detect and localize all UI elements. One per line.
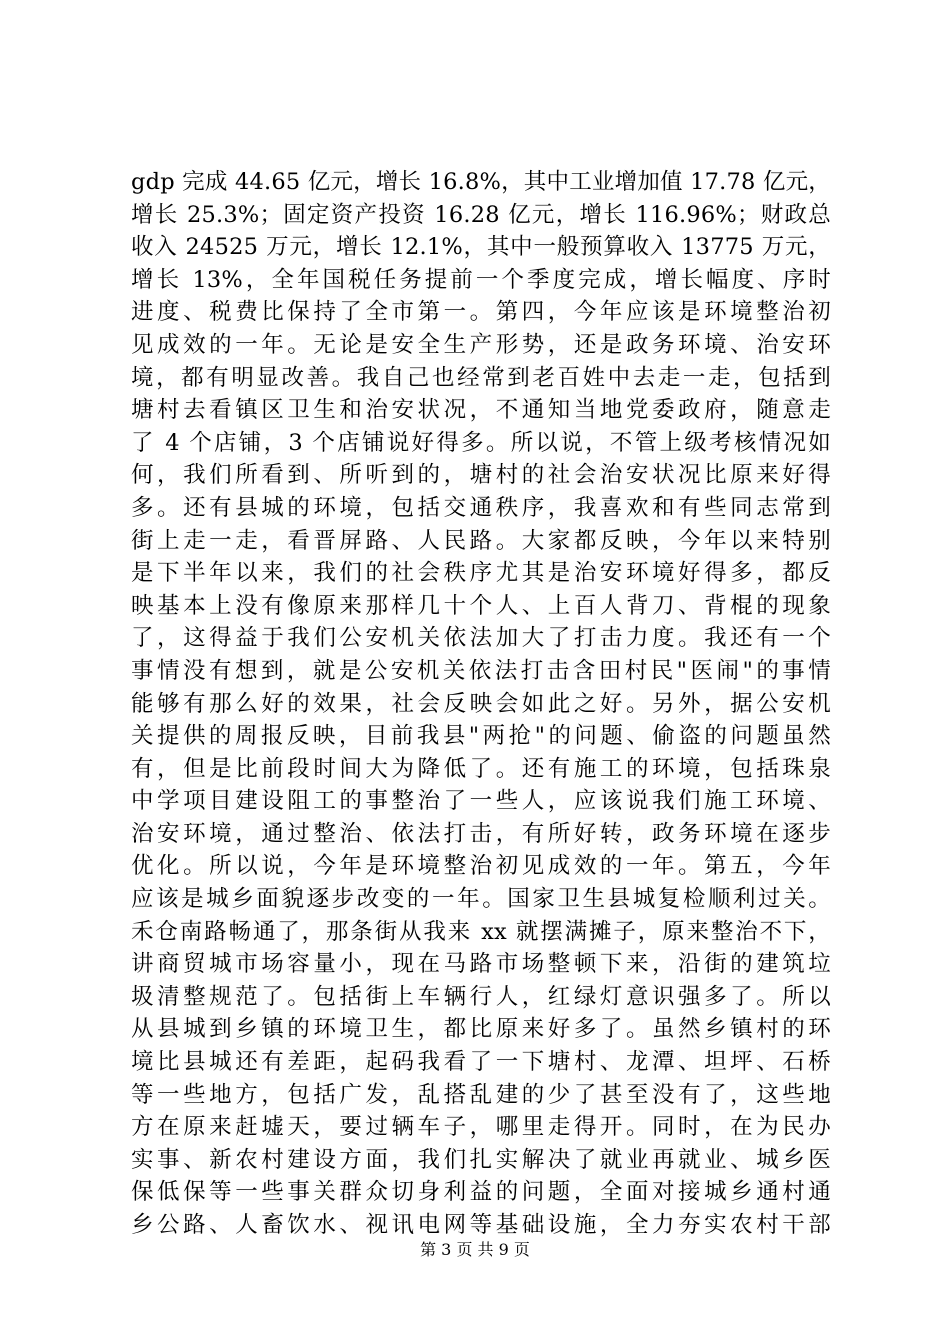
text-line: 收入 24525 万元，增长 12.1%，其中一般预算收入 13775 万元， (131, 234, 831, 261)
text-line: 境，都有明显改善。我自己也经常到老百姓中去走一走，包括到 (131, 364, 831, 391)
text-line: 从县城到乡镇的环境卫生，都比原来好多了。虽然乡镇村的环 (131, 1016, 831, 1043)
text-line: 乡公路、人畜饮水、视讯电网等基础设施，全力夯实农村干部 (131, 1212, 831, 1238)
text-line: 何，我们所看到、所听到的，塘村的社会治安状况比原来好得 (131, 462, 831, 489)
text-line: 治安环境，通过整治、依法打击，有所好转，政务环境在逐步 (131, 820, 831, 847)
text-line: gdp 完成 44.65 亿元，增长 16.8%，其中工业增加值 17.78 亿元， (131, 169, 831, 195)
text-line: 实事、新农村建设方面，我们扎实解决了就业再就业、城乡医 (131, 1146, 831, 1173)
text-line: 境比县城还有差距，起码我看了一下塘村、龙潭、坦坪、石桥 (131, 1049, 831, 1076)
text-line: 方在原来赶墟天，要过辆车子，哪里走得开。同时，在为民办 (131, 1114, 831, 1141)
text-line: 禾仓南路畅通了，那条街从我来 xx 就摆满摊子，原来整治不下， (131, 918, 831, 945)
text-line: 优化。所以说，今年是环境整治初见成效的一年。第五，今年 (131, 853, 831, 880)
body-text (131, 166, 831, 1242)
text-line: 等一些地方，包括广发，乱搭乱建的少了甚至没有了，这些地 (131, 1081, 831, 1108)
text-line: 多。还有县城的环境，包括交通秩序，我喜欢和有些同志常到 (131, 494, 831, 521)
text-line: 增长 25.3%；固定资产投资 16.28 亿元，增长 116.96%；财政总 (131, 201, 831, 228)
text-line: 关提供的周报反映，目前我县"两抢"的问题、偷盗的问题虽然 (131, 723, 831, 750)
text-line: 中学项目建设阻工的事整治了一些人，应该说我们施工环境、 (131, 788, 831, 815)
text-line: 是下半年以来，我们的社会秩序尤其是治安环境好得多，都反 (131, 560, 831, 587)
text-line: 圾清整规范了。包括街上车辆行人，红绿灯意识强多了。所以 (131, 983, 831, 1010)
text-line: 有，但是比前段时间大为降低了。还有施工的环境，包括珠泉 (131, 755, 831, 782)
text-line: 塘村去看镇区卫生和治安状况，不通知当地党委政府，随意走 (131, 397, 831, 424)
text-line: 保低保等一些事关群众切身利益的问题，全面对接城乡通村通 (131, 1179, 831, 1206)
text-line: 街上走一走，看晋屏路、人民路。大家都反映，今年以来特别 (131, 527, 831, 554)
text-line: 事情没有想到，就是公安机关依法打击含田村民"医闹"的事情 (131, 657, 831, 684)
text-line: 讲商贸城市场容量小，现在马路市场整顿下来，沿街的建筑垃 (131, 951, 831, 978)
text-line: 增长 13%，全年国税任务提前一个季度完成，增长幅度、序时 (131, 266, 831, 293)
page-number-footer: 第 3 页 共 9 页 (420, 1240, 530, 1259)
text-line: 进度、税费比保持了全市第一。第四，今年应该是环境整治初 (131, 299, 831, 326)
text-line: 了，这得益于我们公安机关依法加大了打击力度。我还有一个 (131, 625, 831, 652)
text-line: 应该是城乡面貌逐步改变的一年。国家卫生县城复检顺利过关。 (131, 886, 831, 913)
text-line: 见成效的一年。无论是安全生产形势，还是政务环境、治安环 (131, 331, 831, 358)
text-line: 映基本上没有像原来那样几十个人、上百人背刀、背棍的现象 (131, 592, 831, 619)
text-line: 能够有那么好的效果，社会反映会如此之好。另外，据公安机 (131, 690, 831, 717)
text-line: 了 4 个店铺，3 个店铺说好得多。所以说，不管上级考核情况如 (131, 429, 831, 456)
